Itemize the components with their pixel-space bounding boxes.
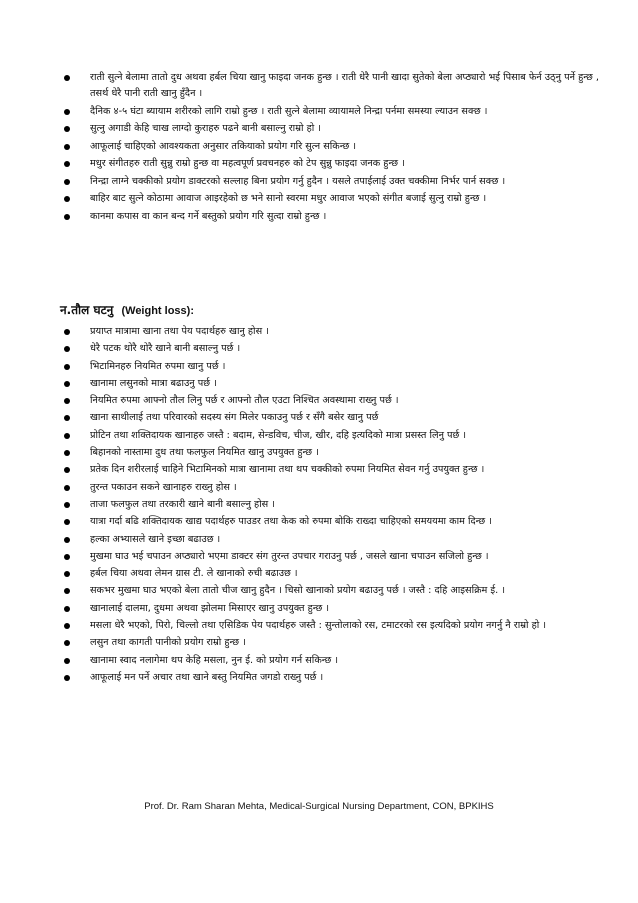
bullet-icon [64, 398, 70, 404]
list-item-text: मुखमा घाउ भई चपाउन अप्ठ्यारो भएमा डाक्टर संग तुरन्त उपचार गराउनु पर्छ , जसले खाना चपाउन सजिलो हुन्छ । [90, 550, 489, 562]
bullet-icon [64, 109, 70, 115]
list-item [60, 209, 608, 225]
bullet-icon [64, 606, 70, 612]
list-item [60, 156, 608, 172]
list-item-text: लसुन तथा कागती पानीको प्रयोग राम्रो हुन्छ । [90, 637, 246, 649]
bullet-icon [64, 554, 70, 560]
bullet-icon [64, 502, 70, 508]
bullet-icon [64, 571, 70, 577]
list-item-text: प्रोटिन तथा शक्तिदायक खानाहरु जस्तै : बदाम, सेन्डविच, चीज, खीर, दहि इत्यदिको मात्रा प्रसस्त लिनु पर्छ । [90, 429, 467, 441]
bullet-icon [64, 381, 70, 387]
bullet-icon [64, 537, 70, 543]
bullet-icon [64, 196, 70, 202]
list-item-text: हल्का अभ्यासले खाने इच्छा बढाउछ । [90, 533, 221, 545]
list-item [60, 376, 608, 392]
bullet-icon [64, 126, 70, 132]
list-item-text: खानामा स्वाद नलागेमा थप केहि मसला, नुन ई. को प्रयोग गर्न सकिन्छ । [90, 654, 339, 666]
list-item-text: खानामा लसुनको मात्रा बढाउनु पर्छ । [90, 377, 217, 389]
bullet-icon [64, 588, 70, 594]
bullet-icon [64, 485, 70, 491]
list-item [60, 191, 608, 207]
page-footer: Prof. Dr. Ram Sharan Mehta, Medical-Surgical Nursing Department, CON, BPKIHS [144, 801, 494, 812]
bullet-icon [64, 346, 70, 352]
list-item [60, 653, 608, 669]
list-item-text: खाना साथीलाई तथा परिवारको सदस्य संग मिलेर पकाउनु पर्छ र सँगै बसेर खानु पर्छ [90, 412, 379, 424]
list-item [60, 393, 608, 409]
list-item-text: आफूलाई मन पर्ने अचार तथा खाने बस्तु नियमित जगडो राख्नु पर्छ । [90, 671, 324, 683]
bullet-icon [64, 433, 70, 439]
section-heading-nepali: न.तौल घटनु [60, 303, 114, 317]
list-item-text: धेरै पटक थोरै थोरै खाने बानी बसाल्नु पर्छ । [90, 343, 241, 355]
list-item [60, 601, 608, 617]
list-item-text: यात्रा गर्दा बढि शक्तिदायक खाद्य पदार्थहरु पाउडर तथा केक को रुपमा बोकि राख्दा चाहिएको समययमा काम दिन्छ । [90, 516, 492, 528]
bullet-icon [64, 623, 70, 629]
list-item-text: खानालाई दालमा, दुधमा अथवा झोलमा मिसाएर खानु उपयुक्त हुन्छ । [90, 602, 330, 614]
section-heading [60, 301, 608, 320]
bullet-icon [64, 467, 70, 473]
sleep-tips-list [60, 70, 608, 226]
list-item-text: तुरन्त पकाउन सकने खानाहरु राख्नु होस । [90, 481, 237, 493]
bullet-icon [64, 214, 70, 220]
list-item [60, 566, 608, 582]
list-item-text: आफूलाई चाहिएको आवश्यकता अनुसार तकियाको प्रयोग गरि सुत्न सकिन्छ । [90, 140, 357, 152]
list-item-text: दैनिक ४-५ घंटा ब्यायाम शरीरको लागि राम्रो हुन्छ । राती सुत्ने बेलामा व्यायामले निन्द्रा पर्नमा समस्या ल्याउन सक्छ । [90, 105, 488, 117]
list-item [60, 428, 608, 444]
bullet-icon [64, 640, 70, 646]
list-item-text: राती सुत्ने बेलामा तातो दुध अथवा हर्बल चिया खानु फाइदा जनक हुन्छ । राती धेरै पानी खादा सुतेको बेला अप्ठ्यारो भई पिसाब फेर्न उठ्नु पर्ने हुन्छ , तसर्थ धेरै पानी राती खानु हुँदैन । [90, 72, 599, 99]
section-heading-english: (Weight loss): [121, 305, 194, 317]
list-item [60, 104, 608, 120]
list-item-text: बिहानको नास्तामा दुध तथा फलफुल नियमित खानु उपयुक्त हुन्छ । [90, 447, 319, 459]
list-item [60, 174, 608, 190]
list-item-text: सुत्नु अगाडी केहि चाख लाग्दो कुराहरु पढने बानी बसाल्नु राम्रो हो । [90, 123, 321, 134]
list-item [60, 635, 608, 651]
list-item [60, 462, 608, 478]
list-item-text: प्रतेक दिन शरीरलाई चाहिने भिटामिनको मात्रा खानामा तथा थप चक्कीको रुपमा नियमित सेवन गर्नु उपयुक्त हुन्छ । [90, 464, 485, 476]
list-item-text: सकभर मुखमा घाउ भएको बेला तातो चीज खानु हुदैन । चिसो खानाको प्रयोग बढाउनु पर्छ । जस्तै : दहि आइसक्रिम ई. । [90, 585, 505, 597]
list-item-text: मधुर संगीतहरु राती सुन्नु राम्रो हुन्छ वा महत्वपूर्ण प्रवचनहरु को टेप सुन्नु फाइदा जनक हुन्छ । [90, 158, 405, 169]
bullet-icon [64, 364, 70, 370]
list-item [60, 583, 608, 599]
list-item [60, 410, 608, 426]
list-item-text: निन्द्रा लाग्ने चक्कीको प्रयोग डाक्टरको सल्लाह बिना प्रयोग गर्नु हुदैन । यसले तपाईलाई उक्त चक्कीमा निर्भर पार्न सक्छ । [90, 175, 506, 187]
list-item-text: कानमा कपास वा कान बन्द गर्ने बस्तुको प्रयोग गरि सुत्दा राम्रो हुन्छ । [90, 210, 327, 222]
bullet-icon [64, 675, 70, 681]
list-item [60, 497, 608, 513]
list-item [60, 532, 608, 548]
bullet-icon [64, 658, 70, 664]
bullet-icon [64, 161, 70, 167]
list-item [60, 670, 608, 686]
list-item [60, 341, 608, 357]
bullet-icon [64, 519, 70, 525]
bullet-icon [64, 75, 70, 81]
list-item-text: मसला धेरै भएको, पिरो, चिल्लो तथा एसिडिक पेय पदार्थहरु जस्तै : सुन्तोलाको रस, टमाटरको रस इत्यदिको प्रयोग नगर्नु नै राम्रो हो । [90, 620, 547, 632]
list-item [60, 139, 608, 155]
bullet-icon [64, 144, 70, 150]
list-item [60, 70, 608, 102]
list-item [60, 121, 608, 137]
list-item [60, 514, 608, 530]
list-item-text: बाहिर बाट सुत्ने कोठामा आवाज आइरहेको छ भने सानो स्वरमा मधुर आवाज भएको संगीत बजाई सुत्नु राम्रो हुन्छ । [90, 193, 487, 204]
list-item-text: भिटामिनहरु नियमित रुपमा खानु पर्छ । [90, 360, 226, 372]
list-item [60, 324, 608, 340]
list-item [60, 618, 608, 634]
list-item-text: नियमित रुपमा आफ्नो तौल लिनु पर्छ र आफ्नो तौल एउटा निश्चित अवस्थामा राख्नु पर्छ । [90, 395, 399, 407]
bullet-icon [64, 179, 70, 185]
bullet-icon [64, 450, 70, 456]
bullet-icon [64, 329, 70, 335]
list-item [60, 445, 608, 461]
list-item [60, 359, 608, 375]
bullet-icon [64, 415, 70, 421]
list-item-text: प्रयाप्त मात्रामा खाना तथा पेय पदार्थहरु खानु होस । [90, 326, 269, 337]
weight-loss-tips-list [60, 324, 608, 687]
list-item-text: हर्बल चिया अथवा लेमन ग्रास टी. ले खानाको रुची बढाउछ । [90, 568, 298, 580]
list-item [60, 549, 608, 565]
list-item [60, 480, 608, 496]
list-item-text: ताजा फलफुल तथा तरकारी खाने बानी बसाल्नु होस । [90, 498, 275, 510]
